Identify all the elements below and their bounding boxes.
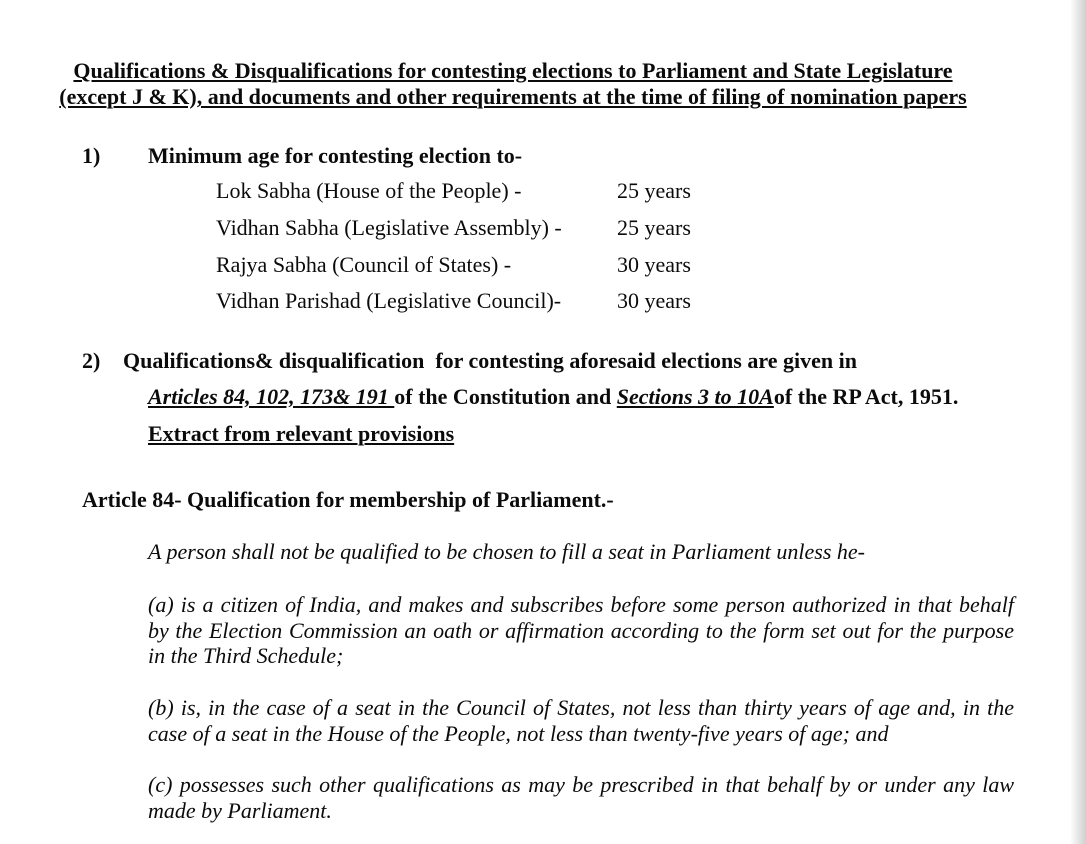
title-line-2: (except J & K), and documents and other requirements at the time of filing of nomination papers [59,84,967,109]
age-row-value-vidhan-sabha: 25 years [617,215,691,240]
section-2-text: Qualifications& disqualification for contesting aforesaid elections are given in [123,348,857,373]
age-row-value-rajya-sabha: 30 years [617,252,691,277]
age-row-label-vidhan-sabha: Vidhan Sabha (Legislative Assembly) - [216,215,562,240]
clause-line: by the Election Commission an oath or affirmation according to the form set out for the purpose [148,617,1014,643]
title-line-1: Qualifications & Disqualifications for contesting elections to Parliament and State Legislature [73,58,953,83]
section-1-number: 1) [82,143,101,168]
clause-c [148,772,1014,823]
clause-line: case of a seat in the House of the People, not less than twenty-five years of age; and [148,720,889,746]
document-title [0,58,1026,110]
clause-line: made by Parliament. [148,797,332,823]
sections-reference: Sections 3 to 10A [616,384,774,409]
constitution-text: of the Constitution and [394,384,617,409]
articles-reference: Articles 84, 102, 173& 191 [148,384,395,409]
clause-line: (a) is a citizen of India, and makes and subscribes before some person authorized in that behalf [148,592,1014,617]
clause-line: in the Third Schedule; [148,643,344,668]
article-84-intro: A person shall not be qualified to be chosen to fill a seat in Parliament unless he- [148,539,865,564]
age-row-value-vidhan-parishad: 30 years [617,288,691,313]
constitution-reference-line [148,384,958,410]
age-row-value-lok-sabha: 25 years [617,178,691,203]
age-row-label-vidhan-parishad: Vidhan Parishad (Legislative Council)- [216,288,562,313]
extract-heading: Extract from relevant provisions [148,421,455,446]
age-row-label-rajya-sabha: Rajya Sabha (Council of States) - [216,252,512,277]
section-1-heading: Minimum age for contesting election to- [148,143,523,168]
page-edge-shadow [1070,0,1086,844]
clause-line: (b) is, in the case of a seat in the Council of States, not less than thirty years of age and, in the [148,695,1014,720]
age-row-label-lok-sabha: Lok Sabha (House of the People) - [216,178,522,203]
rp-act-text: of the RP Act, 1951. [773,384,959,409]
clause-a [148,592,1014,669]
clause-b [148,695,1014,746]
clause-line: (c) possesses such other qualifications as may be prescribed in that behalf by or under any law [148,772,1014,797]
article-84-heading: Article 84- Qualification for membership of Parliament.- [82,487,614,512]
section-2-number: 2) [82,348,101,373]
